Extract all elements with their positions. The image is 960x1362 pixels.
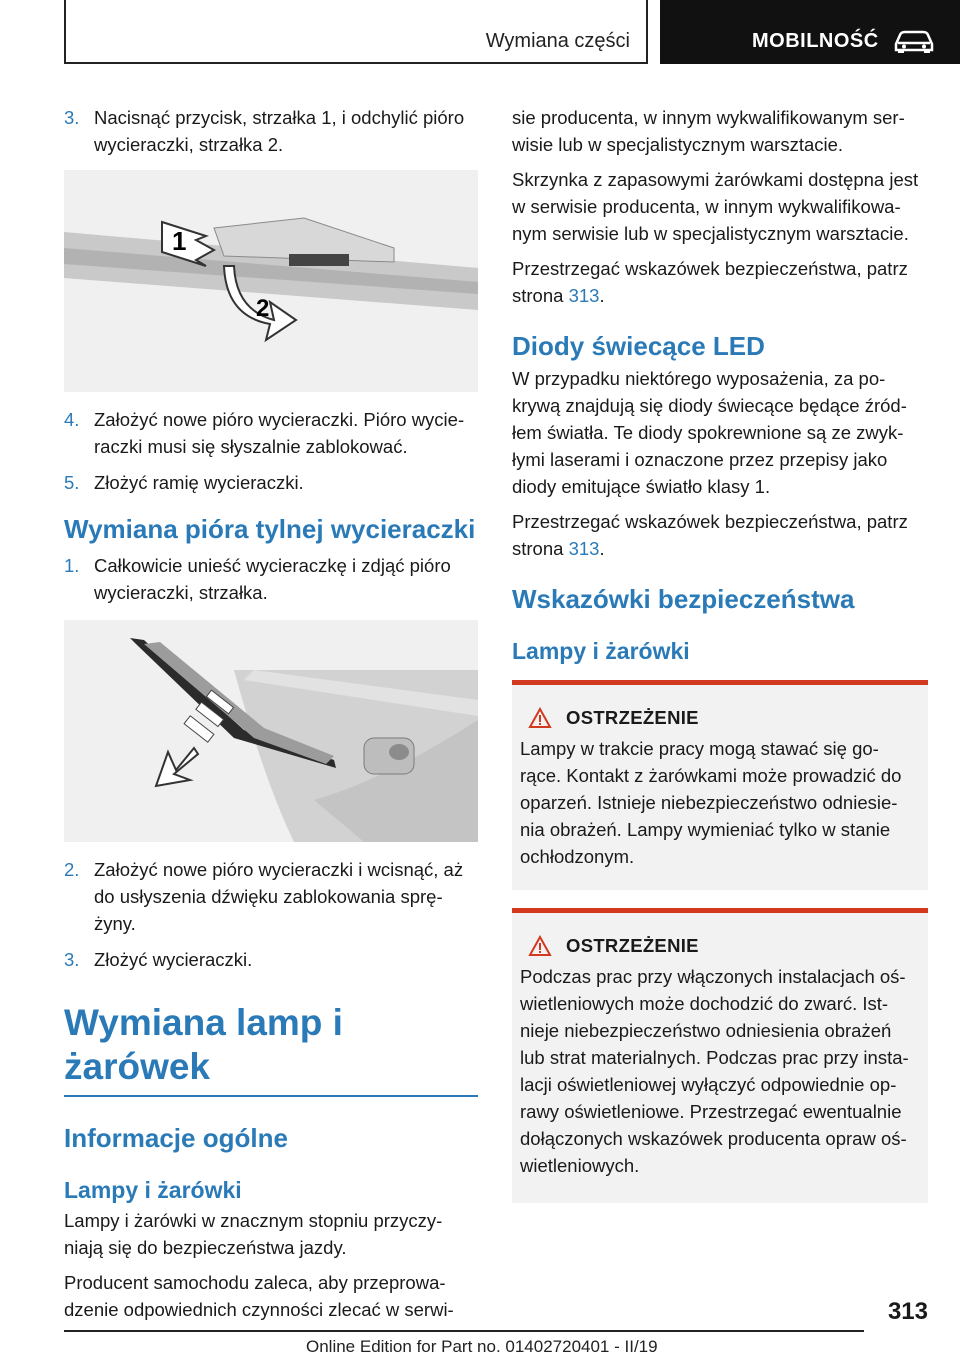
text-line: rawy oświetleniowe. Przestrzegać ewentualnie <box>520 1101 902 1122</box>
text-line: Przestrzegać wskazówek bezpieczeństwa, patrz <box>512 258 908 279</box>
right-column <box>512 104 928 1203</box>
text-line: w serwisie producenta, w innym wykwalifikowa- <box>512 196 901 217</box>
text-line: wietleniowych. <box>520 1155 640 1176</box>
text-line: łem światła. Te diody spokrewnione są ze zwyk- <box>512 422 904 443</box>
warning-box-short-circuit <box>512 908 928 1203</box>
step-text-line: wycieraczki, strzałka 2. <box>94 134 284 155</box>
car-icon <box>892 28 936 54</box>
text-line: Lampy w trakcie pracy mogą stawać się go- <box>520 738 879 759</box>
header-section-box <box>64 0 648 64</box>
paragraph-safety-ref-1 <box>512 255 928 309</box>
step-4 <box>64 406 478 460</box>
text-line: niają się do bezpieczeństwa jazdy. <box>64 1237 347 1258</box>
warning-triangle-icon <box>528 707 552 729</box>
text-line: lub strat materialnych. Podczas prac przy insta- <box>520 1047 909 1068</box>
warning-header <box>520 935 920 957</box>
text-line: oparzeń. Istnieje niebezpieczeństwo odniesie- <box>520 792 898 813</box>
heading-general-info: Informacje ogólne <box>64 1123 288 1153</box>
text-line: strona <box>512 285 569 306</box>
warning-text <box>520 735 920 870</box>
heading-bulbs: Lampy i żarówki <box>64 1177 242 1203</box>
heading-lamps: Wymiana lamp i żarówek <box>64 1001 478 1097</box>
text-line: Przestrzegać wskazówek bezpieczeństwa, patrz <box>512 511 908 532</box>
header-chapter-box <box>660 0 960 64</box>
callout-2: 2 <box>256 295 270 322</box>
text-line: . <box>599 538 605 559</box>
paragraph-service <box>64 1269 478 1323</box>
left-column <box>64 104 478 1323</box>
text-line: lacji oświetleniowej wyłączyć odpowiednie op- <box>520 1074 897 1095</box>
paragraph-spare-box <box>512 166 928 247</box>
paragraph-bulbs <box>64 1207 478 1261</box>
text-line: wietleniowych może dochodzić do zwarć. Ist- <box>520 993 889 1014</box>
rear-step-3 <box>64 946 478 973</box>
paragraph-led <box>512 365 928 500</box>
edition-footer: Online Edition for Part no. 01402720401 - II/19 <box>306 1337 658 1356</box>
heading-rear-wiper: Wymiana pióra tylnej wycieraczki <box>64 514 476 544</box>
step-text-line: do usłyszenia dźwięku zablokowania sprę- <box>94 886 443 907</box>
heading-led: Diody świecące LED <box>512 331 765 361</box>
text-line: krywą znajdują się diody świecące będące źród- <box>512 395 907 416</box>
step-text-line: Złożyć ramię wycieraczki. <box>94 472 304 493</box>
callout-1: 1 <box>172 226 187 256</box>
text-line: ochłodzonym. <box>520 846 635 867</box>
wiper-button-illustration <box>64 170 478 392</box>
page-link[interactable]: 313 <box>568 285 600 306</box>
text-line: dzenie odpowiednich czynności zlecać w serwi- <box>64 1299 454 1320</box>
warning-title: OSTRZEŻENIE <box>566 707 699 728</box>
text-line: nieje niebezpieczeństwo odniesienia obrażeń <box>520 1020 892 1041</box>
step-number: 1. <box>64 555 80 576</box>
step-text-line: wycieraczki, strzałka. <box>94 582 268 603</box>
step-number: 5. <box>64 472 80 493</box>
warning-triangle-icon <box>528 935 552 957</box>
step-text-line: Całkowicie unieść wycieraczkę i zdjąć pióro <box>94 555 451 576</box>
text-line: sie producenta, w innym wykwalifikowanym ser- <box>512 107 905 128</box>
step-number: 4. <box>64 409 80 430</box>
text-line: strona <box>512 538 569 559</box>
warning-title: OSTRZEŻENIE <box>566 935 699 956</box>
chapter-title: MOBILNOŚĆ <box>752 30 879 52</box>
step-text-line: żyny. <box>94 913 136 934</box>
text-line: dołączonych wskazówek producenta opraw oś- <box>520 1128 907 1149</box>
text-line: Podczas prac przy włączonych instalacjach oś- <box>520 966 906 987</box>
text-line: W przypadku niektórego wyposażenia, za po- <box>512 368 886 389</box>
text-line: . <box>599 285 605 306</box>
text-line: łymi laserami i oznaczone przez przepisy jako <box>512 449 888 470</box>
heading-bulbs-2: Lampy i żarówki <box>512 638 690 664</box>
footer-divider <box>64 1330 864 1332</box>
text-line: diody emitujące światło klasy 1. <box>512 476 771 497</box>
text-line: nia obrażeń. Lampy wymieniać tylko w stanie <box>520 819 891 840</box>
paragraph-safety-ref-2 <box>512 508 928 562</box>
heading-safety: Wskazówki bezpieczeństwa <box>512 584 855 614</box>
warning-box-heat <box>512 680 928 890</box>
page-number: 313 <box>887 1298 928 1325</box>
step-5 <box>64 469 478 496</box>
step-3 <box>64 104 478 158</box>
text-line: rące. Kontakt z żarówkami może prowadzić do <box>520 765 902 786</box>
text-line: nym serwisie lub w specjalistycznym warsztacie. <box>512 223 909 244</box>
step-text-line: Nacisnąć przycisk, strzałka 1, i odchylić pióro <box>94 107 465 128</box>
rear-wiper-illustration <box>64 620 478 842</box>
text-line: Producent samochodu zaleca, aby przeprowa- <box>64 1272 446 1293</box>
text-line: wisie lub w specjalistycznym warsztacie. <box>512 134 844 155</box>
rear-wiper-figure <box>64 620 478 842</box>
step-text-line: Złożyć wycieraczki. <box>94 949 253 970</box>
step-text-line: Założyć nowe pióro wycieraczki i wcisnąć, aż <box>94 859 464 880</box>
step-number: 3. <box>64 107 80 128</box>
text-line: Lampy i żarówki w znacznym stopniu przyczy- <box>64 1210 443 1231</box>
warning-text <box>520 963 920 1179</box>
rear-step-1 <box>64 552 478 606</box>
section-title: Wymiana części <box>485 30 630 52</box>
step-number: 2. <box>64 859 80 880</box>
wiper-button-figure <box>64 170 478 392</box>
step-text-line: Założyć nowe pióro wycieraczki. Pióro wycie- <box>94 409 465 430</box>
warning-header <box>520 707 920 729</box>
paragraph-service-cont <box>512 104 928 158</box>
text-line: Skrzynka z zapasowymi żarówkami dostępna jest <box>512 169 919 190</box>
step-text-line: raczki musi się słyszalnie zablokować. <box>94 436 408 457</box>
rear-step-2 <box>64 856 478 937</box>
page-link[interactable]: 313 <box>568 538 600 559</box>
step-number: 3. <box>64 949 80 970</box>
